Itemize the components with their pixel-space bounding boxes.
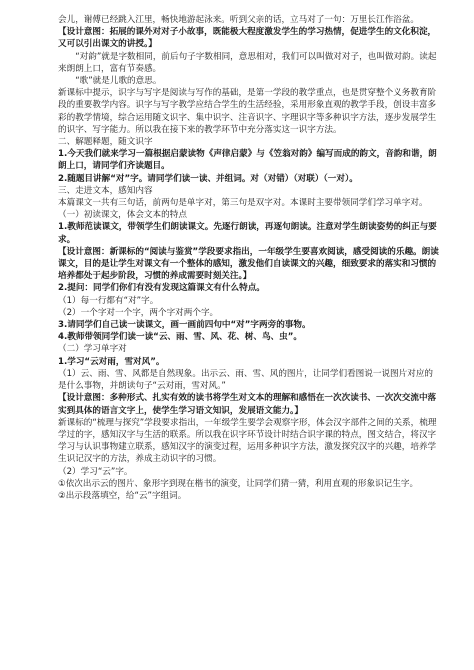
document-body <box>58 14 440 502</box>
paragraph: （2）一个字对一个字，两个字对两个字。 <box>58 307 219 318</box>
paragraph: 2.提问：同学们你们有没有发现这篇课文有什么特点。 <box>58 283 265 294</box>
paragraph: 本篇课文一共有三句话，前两句是单字对，第三句是双字对。本课时主要带领同学们学习单字对。 <box>58 198 428 209</box>
paragraph: 3.请同学们自己读一读课文，画一画前四句中“对”字两旁的事物。 <box>58 320 311 331</box>
paragraph: （2）学习“云”字。 <box>58 466 133 477</box>
paragraph: 【设计意图：多种形式、扎实有效的读书将学生对文本的理解和感悟在一次次读书、一次次交流中落实到具体的语言文字上，使学生学习语文知识，发展语文能力。】 <box>58 393 437 416</box>
paragraph: 1.学习“云对雨，雪对风”。 <box>58 356 165 367</box>
paragraph: ②出示段落填空，给“云”字组词。 <box>58 490 187 501</box>
paragraph: “对韵”就是字数相同，前后句子字数相同，意思相对，我们可以叫做对对子，也叫做对韵。读起来朗朗上口，富有节奏感。 <box>58 51 437 74</box>
paragraph: 新课标的“梳理与探究”学段要求指出，一年级学生要学会观察字形，体会汉字部件之间的关系，梳理学过的字，感知汉字与生活的联系。所以我在识字环节设计时结合识字课的特点，图文结合，将汉字学习与认识事物建立联系，感知汉字的演变过程，运用多种识字方法，激发探究汉字的兴趣，培养学生识记汉字的方法，养成主动识字的习惯。 <box>58 417 437 465</box>
paragraph: 2.随题目讲解“对”字。请同学们读一读、并组词。对（对错）（对联）（一对）。 <box>58 173 358 184</box>
paragraph: 新课标中提示，识字与写字是阅读与写作的基础，是第一学段的教学重点，也是贯穿整个义务教育阶段的重要教学内容。识字与写字教学应结合学生的生活经验，采用形象直观的教学手段，创设丰富多彩的教学情境，综合运用随文识字、集中识字、注音识字、字理识字等多种识字方法，逐步发展学生的识字、写字能力。所以我在接下来的教学环节中充分落实这一识字方法。 <box>58 88 437 135</box>
paragraph: 【设计意图：新课标的“阅读与鉴赏”学段要求指出，一年级学生要喜欢阅读，感受阅读的乐趣。朗读课文，目的是让学生对课文有一个整体的感知，激发他们自读课文的兴趣，细致要求的落实和习惯的培养都处于起步阶段，习惯的养成需要时刻关注。】 <box>58 246 439 282</box>
paragraph: 二、解题释题，随文识字 <box>58 137 153 148</box>
paragraph: ①依次出示云的图片、象形字到现在楷书的演变，让同学们猜一猜，利用直观的形象识记生字。 <box>58 478 419 489</box>
paragraph: 4.教师带领同学们读一读“云、雨、雪、风、花、树、鸟、虫”。 <box>58 332 302 343</box>
paragraph: “歌”就是儿歌的意思。 <box>75 76 162 87</box>
paragraph: （二）学习单字对 <box>58 344 127 355</box>
paragraph: 会儿，谢傅已经跳入江里，畅快地游起泳来。听到父亲的话，立马对了一句：万里长江作浴盆。 <box>58 15 419 25</box>
paragraph: 【设计意图：拓展的课外对对子小故事，既能极大程度激发学生的学习热情，促进学生的文化积淀，又可以引出课文的讲授。】 <box>58 27 437 50</box>
paragraph: （一）初读课文，体会文本的特点 <box>58 210 187 221</box>
paragraph: 1.教师范读课文，带领学生们朗读课文。先逐行朗读，再逐句朗读。注意对学生朗读姿势的纠正与要求。 <box>58 222 437 245</box>
paragraph: 三、走进文本，感知内容 <box>58 185 153 196</box>
paragraph: （1）每一行都有“对”字。 <box>58 295 159 306</box>
paragraph: （1）云、雨、雪、风都是自然现象。出示云、雨、雪、风的图片，让同学们看图说一说图片对应的是什么事物，并朗读句子“云对雨，雪对风。” <box>58 368 434 392</box>
paragraph: 1.今天我们就来学习一篇根据启蒙读物《声律启蒙》与《笠翁对韵》编写而成的韵文，音韵和谐，朗朗上口，请同学们齐读题目。 <box>58 149 437 172</box>
